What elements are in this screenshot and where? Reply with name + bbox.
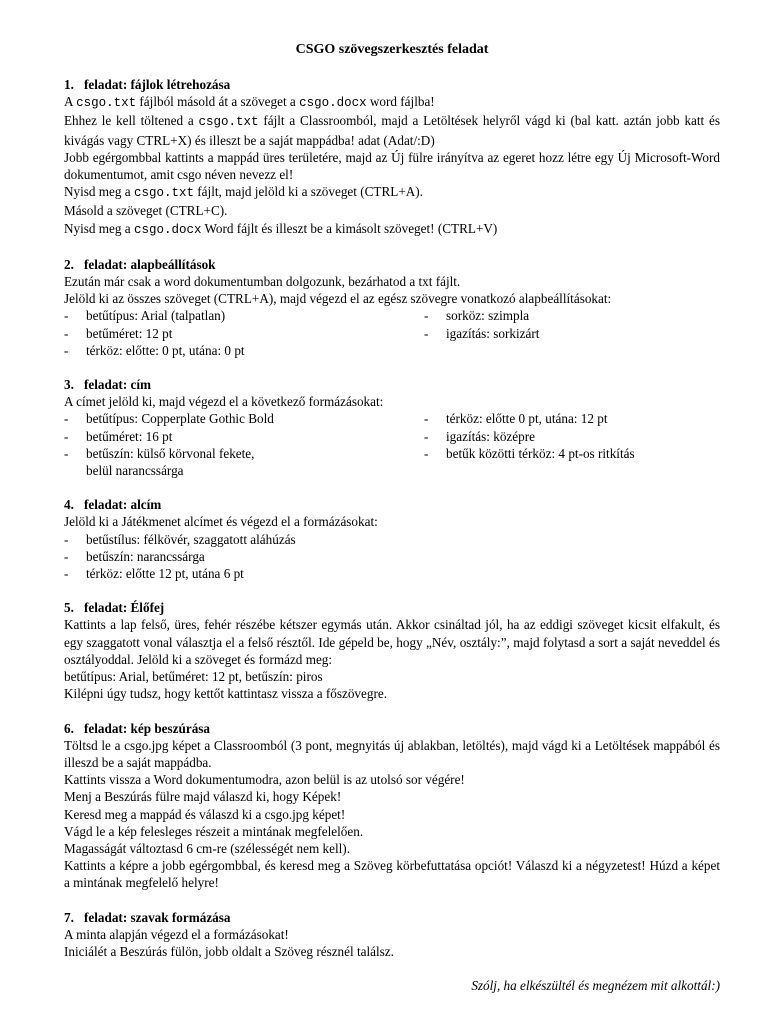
section-4-heading: feladat: alcím	[84, 497, 162, 513]
list-item	[64, 445, 424, 479]
section-2-number: 2.	[64, 256, 74, 272]
section-5	[64, 599, 720, 702]
s3-settings-right-list	[424, 410, 720, 479]
section-5-number: 5.	[64, 600, 74, 616]
s1-line-6	[64, 220, 720, 239]
section-1-title	[64, 76, 720, 93]
section-4	[64, 496, 720, 582]
section-2	[64, 256, 720, 359]
s1-l1-filename-docx: csgo.docx	[299, 96, 367, 111]
section-2-title	[64, 256, 720, 273]
list-item: - térköz: előtte: 0 pt, utána: 0 pt	[64, 342, 424, 359]
s5-line-1: Kattints a lap felső, üres, fehér részébe kétszer egymás után. Akkor csináltad jól, ha az eddigi szöveget kicsit elfakult, és egy szaggatott vonal választja el a felső résztől. Ide gépeld be, hogy „Név, osztály:”, majd folytasd a sort a saját neveddel és osztályoddal. Jelöld ki a szöveget és formázd meg:	[64, 617, 720, 667]
s1-l1-text-e: word fájlba!	[366, 94, 435, 110]
s6-line-6: Magasságát változtasd 6 cm-re (szélességét nem kell).	[64, 840, 350, 856]
section-4-number: 4.	[64, 497, 74, 513]
page-title: CSGO szövegszerkesztés feladat	[295, 42, 489, 57]
section-3-heading: feladat: cím	[84, 377, 152, 393]
s1-line-4	[64, 183, 720, 202]
s5-line-3: Kilépni úgy tudsz, hogy kettőt kattintasz vissza a főszövegre.	[64, 686, 388, 702]
s1-l2-text-c: fájlt a Classroomból, majd a Letöltések helyről vágd ki (bal katt. aztán jobb katt és kivágás vagy CTRL+X) és illeszt be a saját mappádba! adat (Adat/:D)	[64, 113, 720, 148]
s4-line-1: Jelöld ki a Játékmenet alcímet és végezd el a formázásokat:	[64, 514, 378, 530]
s1-l6-text-c: Word fájlt és illeszt be a kimásolt szöveget! (CTRL+V)	[201, 220, 498, 236]
s2-settings-left-list	[64, 307, 424, 359]
section-6-title	[64, 720, 720, 737]
s6-line-2: Kattints vissza a Word dokumentumodra, azon belül is az utolsó sor végére!	[64, 772, 465, 788]
s3-left-item-3-b: belül narancssárga	[86, 463, 184, 479]
s1-l2-text-a: Ehhez le kell töltened a	[64, 113, 199, 129]
section-1-heading: feladat: fájlok létrehozása	[84, 77, 231, 92]
s6-line-7: Kattints a képre a jobb egérgombbal, és keresd meg a Szöveg körbefuttatása opciót! Válaszd ki a négyzetest! Húzd a képet a mintának megfelelő helyre!	[64, 858, 720, 891]
list-item: - sorköz: szimpla	[424, 307, 720, 324]
s1-l4-text-c: fájlt, majd jelöld ki a szöveget (CTRL+A).	[193, 184, 423, 200]
s1-line-5: Másold a szöveget (CTRL+C).	[64, 203, 228, 219]
s1-line-3: Jobb egérgombbal kattints a mappád üres területére, majd az Új fülre irányítva az egeret hozz létre egy Új Microsoft-Word dokumentumot, amit csgo néven nevezz el!	[64, 149, 720, 183]
s2-line-1: Ezután már csak a word dokumentumban dolgozunk, bezárhatod a txt fájlt.	[64, 274, 461, 290]
s1-l1-text-a: A	[64, 94, 77, 110]
section-3-number: 3.	[64, 377, 74, 393]
closing-note: Szólj, ha elkészültél és megnézem mit alkottál:)	[471, 978, 720, 994]
section-3-title	[64, 376, 720, 393]
list-item: - igazítás: sorkizárt	[424, 325, 720, 342]
s3-settings-left-list	[64, 410, 424, 479]
section-7-heading: feladat: szavak formázása	[84, 909, 231, 925]
list-item: - betűtípus: Copperplate Gothic Bold	[64, 410, 424, 427]
list-item: - betűk közötti térköz: 4 pt-os ritkítás	[424, 445, 720, 462]
s1-line-1	[64, 93, 720, 112]
section-7-number: 7.	[64, 909, 74, 925]
s2-settings-right-list	[424, 307, 720, 359]
document-content	[64, 40, 720, 994]
section-3	[64, 376, 720, 479]
list-item: - betűszín: narancssárga	[64, 548, 720, 565]
s1-l4-filename-txt: csgo.txt	[133, 186, 194, 201]
section-5-title	[64, 599, 720, 616]
list-item: - betűstílus: félkövér, szaggatott aláhúzás	[64, 531, 720, 548]
s1-l4-text-a: Nyisd meg a	[64, 184, 134, 200]
s2-settings-columns	[64, 307, 720, 359]
s1-l6-text-a: Nyisd meg a	[64, 220, 134, 236]
s3-line-1: A címet jelöld ki, majd végezd el a következő formázásokat:	[64, 394, 384, 410]
section-2-heading: feladat: alapbeállítások	[84, 256, 216, 272]
s3-left-item-3-a: betűszín: külső körvonal fekete,	[86, 445, 255, 461]
list-item: - térköz: előtte 0 pt, utána: 12 pt	[424, 410, 720, 427]
s1-l1-text-c: fájlból másold át a szöveget a	[136, 94, 300, 110]
section-6-number: 6.	[64, 720, 74, 736]
s6-line-1: Töltsd le a csgo.jpg képet a Classroomból (3 pont, megnyitás új ablakban, letöltés), majd vágd ki a Letöltések mappából és illeszd be a saját mappádba.	[64, 737, 720, 770]
list-item: - betűméret: 12 pt	[64, 325, 424, 342]
list-item: - betűméret: 16 pt	[64, 428, 424, 445]
section-1	[64, 76, 720, 239]
s1-l6-filename-docx: csgo.docx	[133, 222, 202, 237]
section-6	[64, 720, 720, 892]
section-6-heading: feladat: kép beszúrása	[84, 720, 211, 736]
list-item: - betűtípus: Arial (talpatlan)	[64, 307, 424, 324]
s1-l1-filename-txt: csgo.txt	[76, 96, 137, 111]
s7-line-1: A minta alapján végezd el a formázásokat!	[64, 926, 289, 942]
section-1-number: 1.	[64, 77, 74, 92]
section-4-title	[64, 496, 720, 513]
s1-l2-filename-txt: csgo.txt	[198, 115, 259, 130]
s1-line-2	[64, 112, 720, 148]
list-item: - térköz: előtte 12 pt, utána 6 pt	[64, 565, 720, 582]
s6-line-4: Keresd meg a mappád és válaszd ki a csgo.jpg képet!	[64, 806, 346, 822]
section-7	[64, 909, 720, 961]
list-item: - igazítás: középre	[424, 428, 720, 445]
section-7-title	[64, 909, 720, 926]
s6-line-5: Vágd le a kép felesleges részeit a mintának megfelelően.	[64, 823, 364, 839]
s6-line-3: Menj a Beszúrás fülre majd válaszd ki, hogy Képek!	[64, 789, 342, 805]
s7-line-2: Iniciálét a Beszúrás fülön, jobb oldalt a Szöveg résznél találsz.	[64, 943, 394, 959]
section-5-heading: feladat: Élőfej	[84, 600, 165, 616]
s5-line-2: betűtípus: Arial, betűméret: 12 pt, betűszín: piros	[64, 669, 323, 685]
s3-settings-columns	[64, 410, 720, 479]
s2-line-2: Jelöld ki az összes szöveget (CTRL+A), majd végezd el az egész szövegre vonatkozó alapbeállításokat:	[64, 291, 612, 307]
s4-settings-list	[64, 531, 720, 583]
